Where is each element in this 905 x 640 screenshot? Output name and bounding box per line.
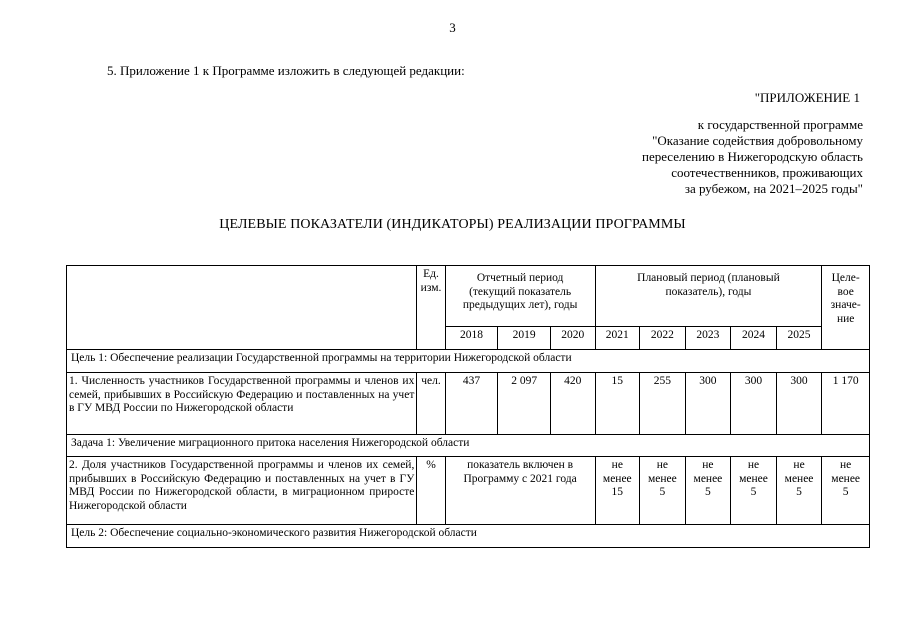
indicator-1-value: 300 — [685, 373, 731, 435]
indicator-1-value: 420 — [550, 373, 595, 435]
year-cell: 2023 — [685, 327, 731, 350]
indicator-2-value: не менее 5 — [640, 457, 686, 525]
appendix-title: "ПРИЛОЖЕНИЕ 1 — [754, 90, 860, 105]
table-title: ЦЕЛЕВЫЕ ПОКАЗАТЕЛИ (ИНДИКАТОРЫ) РЕАЛИЗАЦИИ ПРОГРАММЫ — [219, 217, 686, 232]
indicator-1-name: 1. Численность участников Государственной программы и членов их семей, прибывших в Российскую Федерацию и поставленных на учет в ГУ МВД России по Нижегородской области — [67, 373, 417, 435]
appendix-subtitle — [533, 117, 863, 197]
indicator-1-value: 300 — [731, 373, 777, 435]
appendix-subtitle-line: переселению в Нижегородскую область — [641, 149, 863, 164]
appendix-subtitle-line: соотечественников, проживающих — [671, 165, 863, 180]
year-cell: 2021 — [595, 327, 640, 350]
year-cell: 2025 — [776, 327, 822, 350]
header-unit: Ед. изм. — [417, 266, 445, 350]
indicator-1-value: 255 — [640, 373, 686, 435]
goal-row — [67, 525, 870, 548]
indicator-2-value: не менее 5 — [685, 457, 731, 525]
indicator-1-value: 2 097 — [498, 373, 551, 435]
appendix-subtitle-line: за рубежом, на 2021–2025 годы" — [684, 181, 863, 196]
indicator-2-name: 2. Доля участников Государственной программы и членов их семей, прибывших в Российскую Федерацию и поставленных на учет в ГУ МВД России по Нижегородской области, в миграционном приросте Нижегородской области — [67, 457, 417, 525]
header-target-value: Целе-вое значе-ние — [822, 266, 870, 350]
indicator-2-target: не менее 5 — [822, 457, 870, 525]
header-row — [67, 266, 870, 327]
indicator-row — [67, 457, 870, 525]
appendix-subtitle-line: к государственной программе — [697, 117, 863, 132]
indicator-2-value: не менее 5 — [731, 457, 777, 525]
goal-row — [67, 350, 870, 373]
indicator-1-value: 300 — [776, 373, 822, 435]
indicator-2-reporting-note: показатель включен в Программу с 2021 года — [445, 457, 595, 525]
task-row — [67, 435, 870, 457]
year-cell: 2018 — [445, 327, 498, 350]
indicators-table — [66, 265, 870, 548]
page-number: 3 — [449, 20, 456, 35]
header-planned-period: Плановый период (плановый показатель), годы — [595, 266, 822, 327]
indicator-1-value: 437 — [445, 373, 498, 435]
intro-paragraph: 5. Приложение 1 к Программе изложить в следующей редакции: — [107, 63, 465, 78]
appendix-subtitle-line: "Оказание содействия добровольному — [652, 133, 863, 148]
goal-2-text: Цель 2: Обеспечение социально-экономического развития Нижегородской области — [67, 525, 870, 548]
year-cell: 2022 — [640, 327, 686, 350]
indicator-2-unit: % — [417, 457, 445, 525]
year-cell: 2024 — [731, 327, 777, 350]
header-reporting-period: Отчетный период (текущий показатель предыдущих лет), годы — [445, 266, 595, 327]
task-1-text: Задача 1: Увеличение миграционного притока населения Нижегородской области — [67, 435, 870, 457]
goal-1-text: Цель 1: Обеспечение реализации Государственной программы на территории Нижегородской области — [67, 350, 870, 373]
year-cell: 2019 — [498, 327, 551, 350]
indicator-2-value: не менее 15 — [595, 457, 640, 525]
indicator-1-value: 15 — [595, 373, 640, 435]
indicator-1-target: 1 170 — [822, 373, 870, 435]
indicator-1-unit: чел. — [417, 373, 445, 435]
header-name-cell — [67, 266, 417, 350]
indicator-row — [67, 373, 870, 435]
year-cell: 2020 — [550, 327, 595, 350]
indicator-2-value: не менее 5 — [776, 457, 822, 525]
